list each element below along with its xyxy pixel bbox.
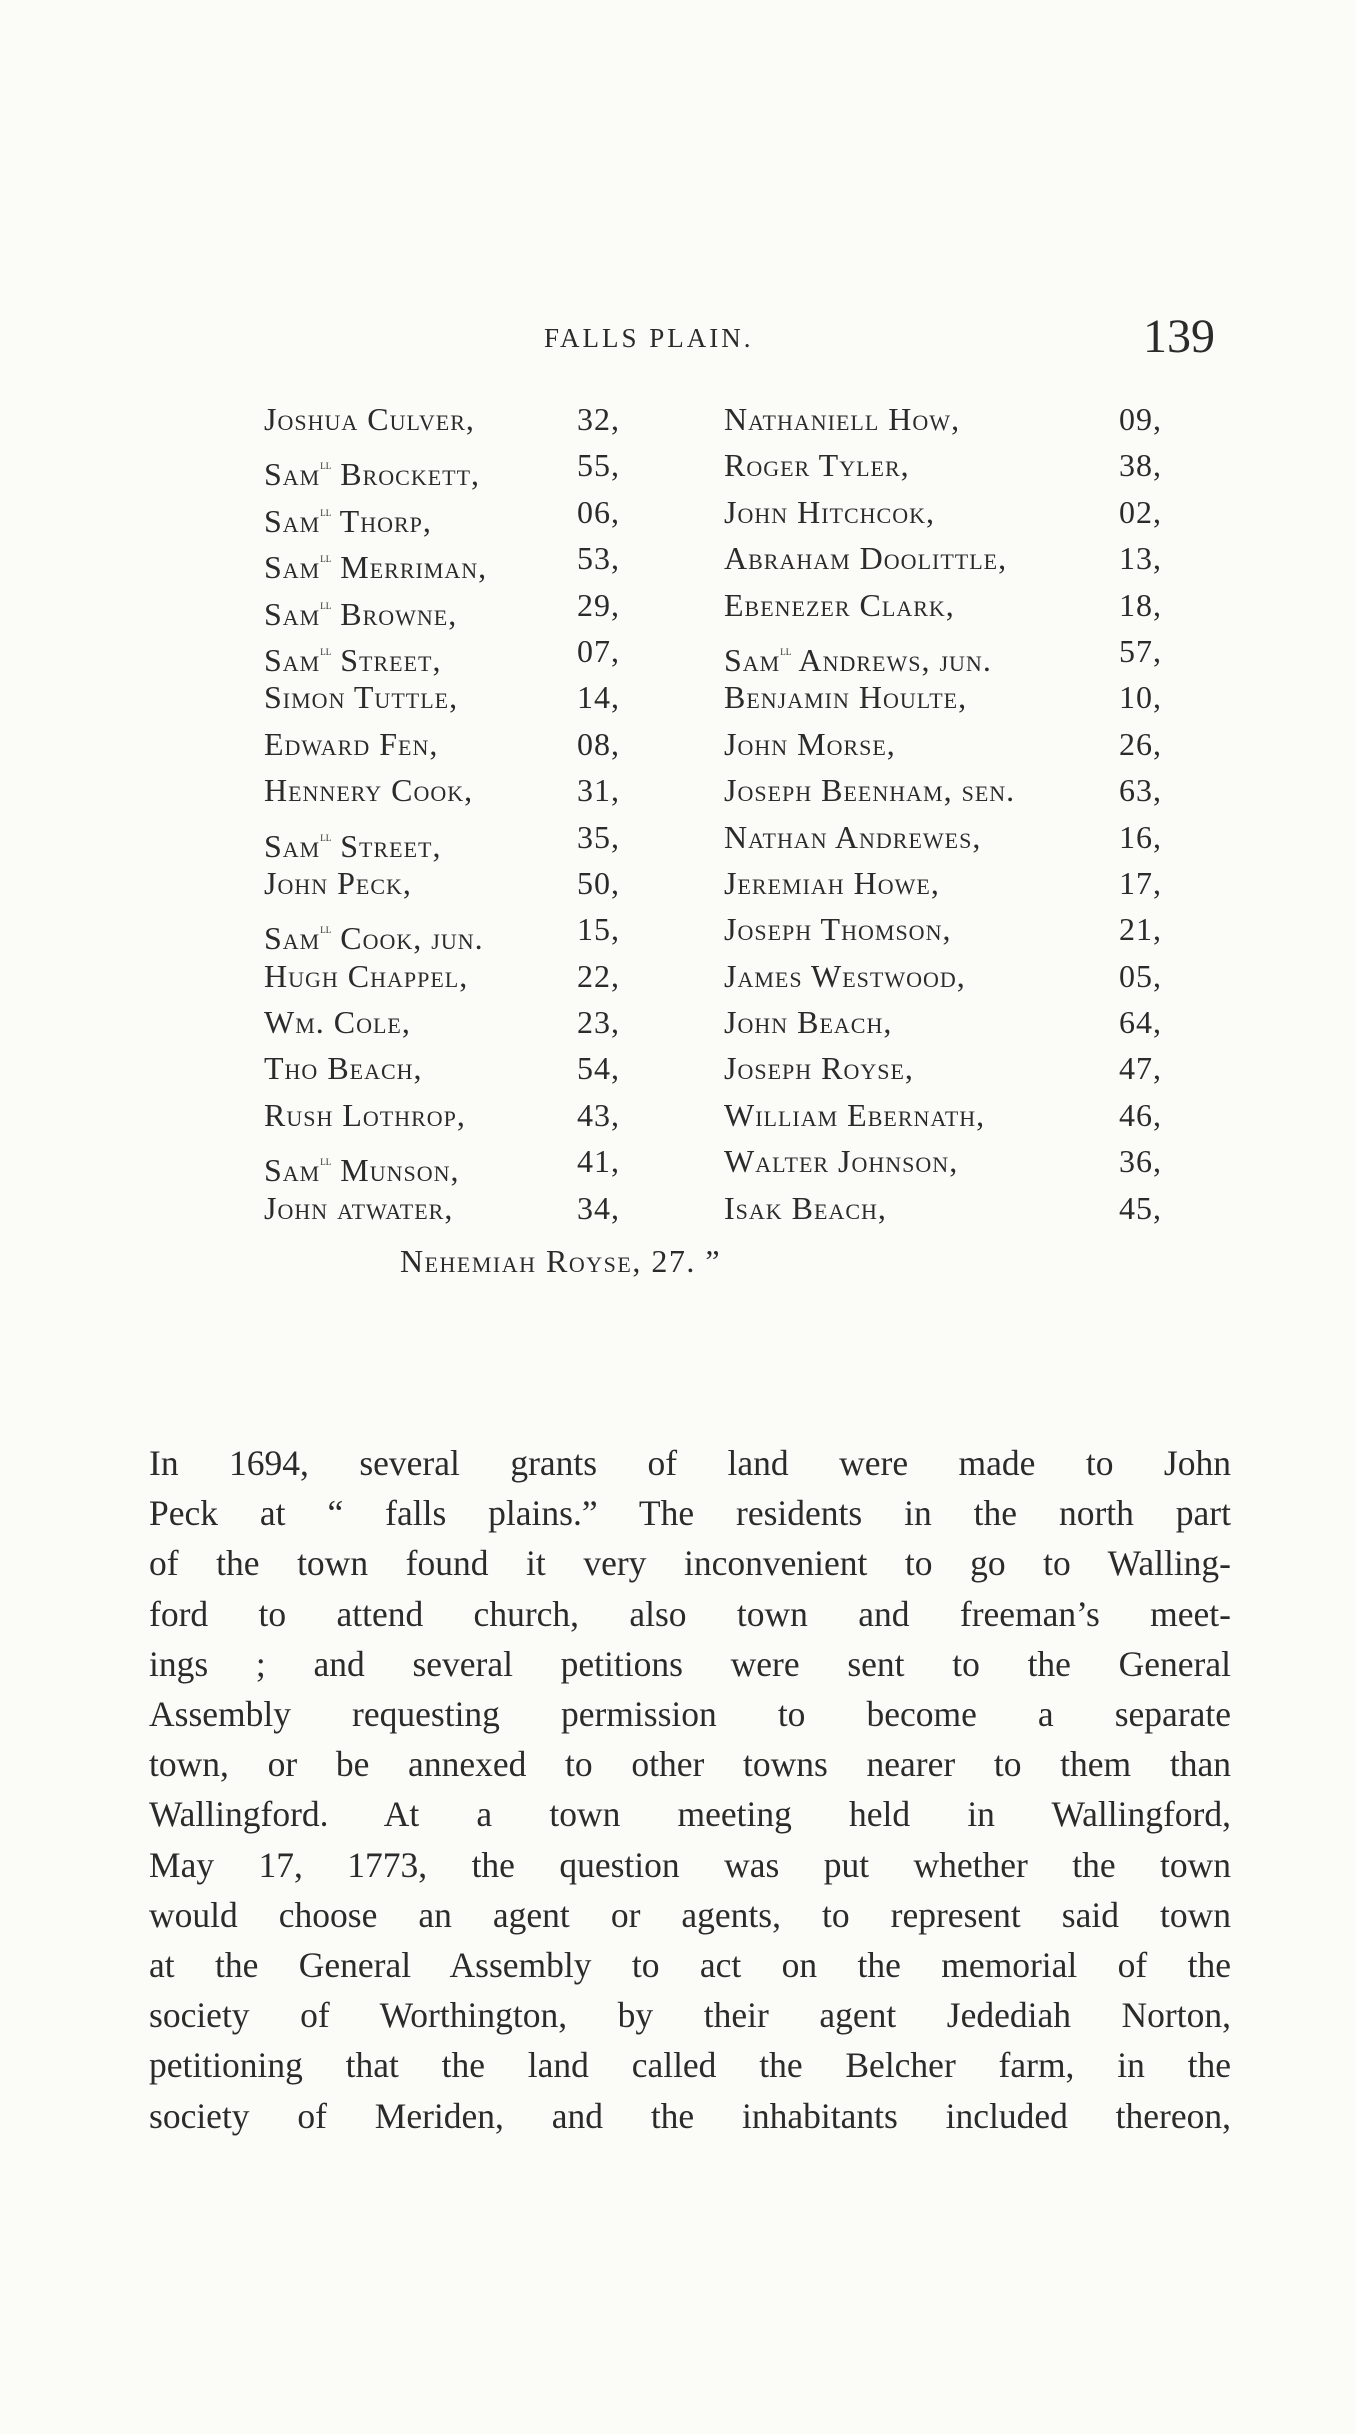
name-text: Jeremiah Howe, [724, 864, 940, 901]
right-person-number: 02, [1119, 493, 1162, 530]
right-person-number: 64, [1119, 1004, 1162, 1041]
names-row [264, 1185, 1234, 1231]
left-person-name [264, 1185, 453, 1231]
name-text: Benjamin Houlte, [724, 679, 968, 716]
name-text: Munson, [340, 1152, 460, 1189]
page-number: 139 [1143, 310, 1215, 363]
name-superscript: ll [320, 828, 332, 844]
name-prefix: Sam [264, 1152, 321, 1189]
left-person-number: 07, [577, 632, 620, 669]
name-text: Wm. Cole, [264, 1004, 411, 1041]
running-title: FALLS PLAIN. [544, 323, 754, 353]
paragraph-line: at the General Assembly to act on the memorial of the [149, 1945, 1231, 1986]
name-text: Browne, [340, 595, 458, 632]
name-text: Joshua Culver, [264, 401, 475, 437]
left-person-number: 15, [577, 911, 620, 948]
right-person-name [724, 906, 951, 952]
name-superscript: ll [320, 596, 332, 612]
name-text: Nathan Andrewes, [724, 818, 982, 855]
right-person-name [724, 1138, 958, 1184]
right-person-number: 57, [1119, 632, 1162, 669]
right-person-name [724, 674, 967, 720]
name-text: Isak Beach, [724, 1189, 887, 1226]
names-list [264, 396, 1234, 1231]
paragraph-line: would choose an agent or agents, to represent said town [149, 1894, 1231, 1935]
name-text: John Morse, [724, 725, 896, 762]
name-text: Andrews, jun. [798, 641, 992, 678]
right-person-number: 47, [1119, 1050, 1162, 1087]
name-text: Walter Johnson, [724, 1143, 959, 1180]
name-text: Rush Lothrop, [264, 1096, 466, 1133]
left-person-number: 35, [577, 818, 620, 855]
left-person-name [264, 860, 412, 906]
name-text: Simon Tuttle, [264, 679, 459, 716]
left-person-number: 23, [577, 1004, 620, 1041]
left-person-name [264, 953, 468, 999]
left-person-number: 41, [577, 1143, 620, 1180]
names-row [264, 999, 1234, 1045]
names-row [264, 860, 1234, 906]
right-person-name [724, 396, 960, 442]
left-person-number: 32, [577, 401, 620, 437]
name-superscript: ll [320, 921, 332, 937]
left-person-number: 06, [577, 493, 620, 530]
right-person-number: 45, [1119, 1189, 1162, 1226]
right-person-number: 38, [1119, 447, 1162, 484]
right-person-name [724, 953, 966, 999]
names-row [264, 442, 1234, 493]
paragraph-line: ings ; and several petitions were sent to the General [149, 1643, 1231, 1684]
name-superscript: ll [320, 1153, 332, 1169]
names-row [264, 1092, 1234, 1138]
paragraph-line: May 17, 1773, the question was put whether the town [149, 1844, 1231, 1885]
right-person-name [724, 535, 1007, 581]
name-text: Roger Tyler, [724, 447, 910, 484]
paragraph-line: petitioning that the land called the Belcher farm, in the [149, 2045, 1231, 2086]
paragraph-line: Peck at “ falls plains.” The residents in the north part [149, 1493, 1231, 1534]
name-text: Street, [340, 641, 442, 678]
name-text: Thorp, [339, 502, 432, 539]
name-text: John Peck, [264, 864, 412, 901]
right-person-number: 10, [1119, 679, 1162, 716]
left-person-name [264, 721, 438, 767]
left-person-name [264, 1092, 466, 1138]
right-person-number: 16, [1119, 818, 1162, 855]
names-row [264, 1138, 1234, 1189]
left-person-number: 14, [577, 679, 620, 716]
right-person-name [724, 1185, 887, 1231]
name-prefix: Sam [264, 920, 321, 957]
name-text: Hugh Chappel, [264, 957, 469, 994]
left-person-number: 31, [577, 772, 620, 809]
right-person-name [724, 489, 935, 535]
paragraph-line: Wallingford. At a town meeting held in Wallingford, [149, 1794, 1231, 1835]
right-person-number: 09, [1119, 401, 1162, 437]
left-person-number: 22, [577, 957, 620, 994]
left-person-number: 50, [577, 864, 620, 901]
names-row [264, 814, 1234, 864]
paragraph-line: ford to attend church, also town and freeman’s meet- [149, 1593, 1231, 1634]
left-person-number: 55, [577, 447, 620, 484]
left-person-number: 54, [577, 1050, 620, 1087]
name-text: Joseph Thomson, [724, 911, 952, 948]
name-text: James Westwood, [724, 957, 966, 994]
names-row [264, 953, 1234, 999]
names-row [264, 906, 1234, 957]
names-row [264, 535, 1234, 586]
left-person-number: 34, [577, 1189, 620, 1226]
name-text: John Beach, [724, 1004, 893, 1041]
right-person-name [724, 1045, 914, 1091]
name-prefix: Sam [264, 502, 321, 539]
name-text: Merriman, [340, 549, 488, 586]
name-text: Joseph Beenham, sen. [724, 772, 1016, 809]
paragraph-line: Assembly requesting permission to become a separate [149, 1694, 1231, 1735]
name-text: William Ebernath, [724, 1096, 986, 1133]
names-row [264, 721, 1234, 767]
name-text: Joseph Royse, [724, 1050, 914, 1087]
right-person-name [724, 814, 981, 860]
name-superscript: ll [320, 642, 332, 658]
right-person-name [724, 582, 955, 628]
name-text: Hennery Cook, [264, 772, 474, 809]
name-superscript: ll [320, 457, 332, 473]
body-paragraph [149, 1438, 1231, 2141]
name-text: Street, [340, 827, 442, 864]
name-prefix: Sam [264, 549, 321, 586]
right-person-name [724, 721, 896, 767]
closing-name-line: Nehemiah Royse, 27. ” [400, 1243, 722, 1279]
name-prefix: Sam [264, 641, 321, 678]
name-text: Cook, jun. [340, 920, 484, 957]
name-text: John Hitchcok, [724, 493, 936, 530]
right-person-number: 05, [1119, 957, 1162, 994]
paragraph-line: In 1694, several grants of land were made to John [149, 1443, 1231, 1483]
left-person-name [264, 396, 475, 442]
names-row [264, 674, 1234, 720]
paragraph-line: society of Worthington, by their agent Jedediah Norton, [149, 1995, 1231, 2036]
name-prefix: Sam [724, 641, 781, 678]
right-person-number: 36, [1119, 1143, 1162, 1180]
right-person-number: 17, [1119, 864, 1162, 901]
names-row [264, 396, 1234, 442]
names-row [264, 767, 1234, 813]
right-person-number: 13, [1119, 540, 1162, 577]
name-text: Tho Beach, [264, 1050, 423, 1087]
name-prefix: Sam [264, 456, 321, 493]
left-person-number: 08, [577, 725, 620, 762]
name-prefix: Sam [264, 827, 321, 864]
paragraph-line: of the town found it very inconvenient to go to Walling- [149, 1543, 1231, 1584]
name-text: John atwater, [264, 1189, 454, 1226]
name-superscript: ll [320, 503, 332, 519]
left-person-number: 53, [577, 540, 620, 577]
left-person-name [264, 767, 473, 813]
running-head [0, 310, 1355, 368]
right-person-number: 21, [1119, 911, 1162, 948]
name-text: Abraham Doolittle, [724, 540, 1008, 577]
right-person-name [724, 999, 892, 1045]
right-person-number: 18, [1119, 586, 1162, 623]
right-person-number: 46, [1119, 1096, 1162, 1133]
name-text: Ebenezer Clark, [724, 586, 955, 623]
name-superscript: ll [780, 642, 792, 658]
name-prefix: Sam [264, 595, 321, 632]
paragraph-line: society of Meriden, and the inhabitants included thereon, [149, 2095, 1231, 2136]
name-text: Brockett, [340, 456, 481, 493]
left-person-number: 43, [577, 1096, 620, 1133]
name-superscript: ll [320, 550, 332, 566]
names-row [264, 489, 1234, 539]
name-text: Nathaniell How, [724, 401, 961, 437]
right-person-number: 26, [1119, 725, 1162, 762]
right-person-name [724, 442, 910, 488]
names-row [264, 582, 1234, 632]
names-row [264, 628, 1234, 678]
right-person-number: 63, [1119, 772, 1162, 809]
name-text: Edward Fen, [264, 725, 439, 762]
right-person-name [724, 1092, 985, 1138]
left-person-name [264, 674, 458, 720]
left-person-number: 29, [577, 586, 620, 623]
right-person-name [724, 860, 940, 906]
names-row [264, 1045, 1234, 1091]
left-person-name [264, 1045, 423, 1091]
paragraph-line: town, or be annexed to other towns nearer to them than [149, 1744, 1231, 1785]
right-person-name [724, 767, 1015, 813]
left-person-name [264, 999, 411, 1045]
